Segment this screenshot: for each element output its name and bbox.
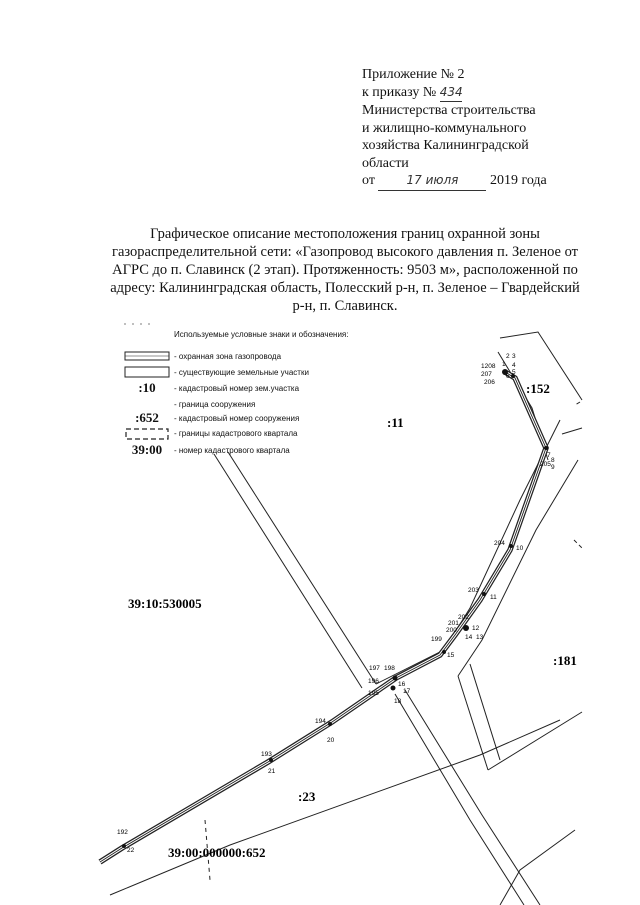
- label-structure-652: 39:00:000000:652: [168, 845, 266, 860]
- pt-22: 22: [127, 847, 135, 854]
- label-parcel-181: :181: [553, 653, 577, 668]
- pt-197: 197: [369, 665, 380, 672]
- legend-row-plot-number: [120, 382, 410, 396]
- legend-text-land-plots: - существующие земельные участки: [174, 368, 309, 377]
- legend-text-quarter-boundary: - границы кадастрового квартала: [174, 429, 298, 438]
- parcel-boundary-south-1: [395, 694, 524, 905]
- parcel-boundary-east-tail: [488, 712, 582, 770]
- pt-195: 195: [368, 690, 379, 697]
- title-line-3: АГРС до п. Славинск (2 этап). Протяженность: 9503 м», расположенной по: [112, 262, 578, 278]
- legend-text-structure-boundary: - граница сооружения: [174, 400, 256, 409]
- appendix-number: Приложение № 2: [362, 67, 465, 82]
- pt-199: 199: [431, 636, 442, 643]
- parcel-boundary-east-diag: [458, 676, 488, 770]
- pt-204: 204: [494, 540, 505, 547]
- pt-20: 20: [327, 737, 335, 744]
- legend-title: Используемые условные знаки и обозначения:: [174, 330, 349, 339]
- pt-2: 2: [506, 353, 510, 360]
- quarter-boundary-symbol: [124, 427, 170, 441]
- vertex-10: [509, 544, 513, 548]
- pt-12: 12: [472, 625, 480, 632]
- pt-194: 194: [315, 718, 326, 725]
- pt-5: 5: [512, 369, 516, 376]
- pt-18: 18: [394, 698, 402, 705]
- legend-row-structure-number: [120, 412, 410, 426]
- pt-207: 207: [481, 371, 492, 378]
- security-zone-symbol: [124, 350, 170, 362]
- ministry-line-1: Министерства строительства: [362, 103, 536, 118]
- pt-200: 200: [446, 627, 457, 634]
- pt-14: 14: [465, 634, 473, 641]
- pt-205: 205: [540, 461, 551, 468]
- pt-17: 17: [403, 688, 411, 695]
- pt-203: 203: [468, 587, 479, 594]
- vertex-21: [269, 758, 273, 762]
- legend-row-land-plots: [120, 366, 410, 380]
- vertex-8: [544, 446, 548, 450]
- order-number: 434: [440, 84, 462, 103]
- title-line-2: газораспределительной сети: «Газопровод высокого давления п. Зеленое от: [112, 244, 578, 260]
- pt-3: 3: [512, 353, 516, 360]
- pt-8: 8: [551, 457, 555, 464]
- pt-11: 11: [490, 594, 497, 601]
- legend-text-structure-number: - кадастровый номер сооружения: [174, 414, 300, 423]
- quarter-boundary-ne: [575, 402, 580, 405]
- pt-198: 198: [384, 665, 395, 672]
- date-suffix: 2019 года: [489, 173, 547, 188]
- vertex-12: [463, 625, 469, 631]
- label-parcel-11: :11: [387, 415, 404, 430]
- pt-202: 202: [458, 614, 469, 621]
- pt-1: 1: [502, 361, 506, 368]
- pt-16: 16: [398, 681, 406, 688]
- parcel-boundary-road-north: [376, 420, 560, 684]
- pt-196: 196: [368, 678, 379, 685]
- vertex-20: [328, 722, 332, 726]
- title-line-1: Графическое описание местоположения границ охранной зоны: [150, 226, 540, 242]
- pt-206: 206: [484, 379, 495, 386]
- parcel-boundary-south-3: [110, 720, 560, 895]
- order-prefix: к приказу №: [362, 84, 437, 100]
- pt-13: 13: [476, 634, 484, 641]
- parcel-boundary-se-corner: [500, 830, 575, 905]
- land-plot-symbol: [124, 366, 170, 378]
- quarter-boundary-e: [574, 540, 582, 548]
- pt-193: 193: [261, 751, 272, 758]
- parcel-boundary-road-east: [458, 460, 578, 676]
- vertex-22: [122, 844, 126, 848]
- pt-201: 201: [448, 620, 459, 627]
- legend-text-security-zone: - охранная зона газопровода: [174, 352, 282, 361]
- pt-10: 10: [516, 545, 524, 552]
- parcel-boundary-152-west: [498, 352, 548, 460]
- legend-text-quarter-number: - номер кадастрового квартала: [174, 446, 290, 455]
- vertex-15: [442, 650, 446, 654]
- legend-row-quarter-number: [120, 444, 410, 458]
- ministry-line-2: и жилищно-коммунального: [362, 120, 527, 136]
- vertex-16: [393, 676, 398, 681]
- pt-1208: 1208: [481, 363, 496, 370]
- legend-row-security-zone: [120, 350, 410, 364]
- ministry-line-4: области: [362, 155, 409, 171]
- vertex-11: [482, 592, 486, 596]
- ministry-line-3: хозяйства Калининградской: [362, 138, 529, 153]
- pt-6: 6: [506, 373, 510, 380]
- parcel-boundary-east-diag-2: [470, 664, 500, 760]
- parcel-boundary-west-inner: [228, 452, 376, 684]
- legend-code-plot: :10: [138, 380, 156, 395]
- parcel-boundary-west: [214, 454, 362, 688]
- pt-192: 192: [117, 829, 128, 836]
- label-parcel-23: :23: [298, 789, 316, 804]
- date-prefix: от: [362, 173, 375, 188]
- title-line-4: адресу: Калининградская область, Полесский р-н, п. Зеленое – Гвардейский: [110, 280, 580, 296]
- legend-row-quarter-boundary: [120, 427, 410, 441]
- pt-7: 7: [547, 452, 551, 459]
- label-quarter-530005: 39:10:530005: [128, 596, 202, 611]
- pt-4: 4: [512, 362, 516, 369]
- legend-text-plot-number: - кадастровый номер зем.участка: [174, 384, 300, 393]
- legend-code-quarter: 39:00: [131, 442, 163, 457]
- pt-9: 9: [551, 464, 555, 471]
- pt-15: 15: [447, 652, 455, 659]
- parcel-boundary-152-south: [562, 428, 582, 434]
- vertex-18: [391, 686, 396, 691]
- date-handwritten: 17 июля: [378, 172, 486, 191]
- pt-21: 21: [268, 768, 276, 775]
- label-parcel-152: :152: [526, 381, 550, 396]
- legend-code-structure: :652: [135, 410, 159, 425]
- title-line-5: р-н, п. Славинск.: [292, 298, 398, 314]
